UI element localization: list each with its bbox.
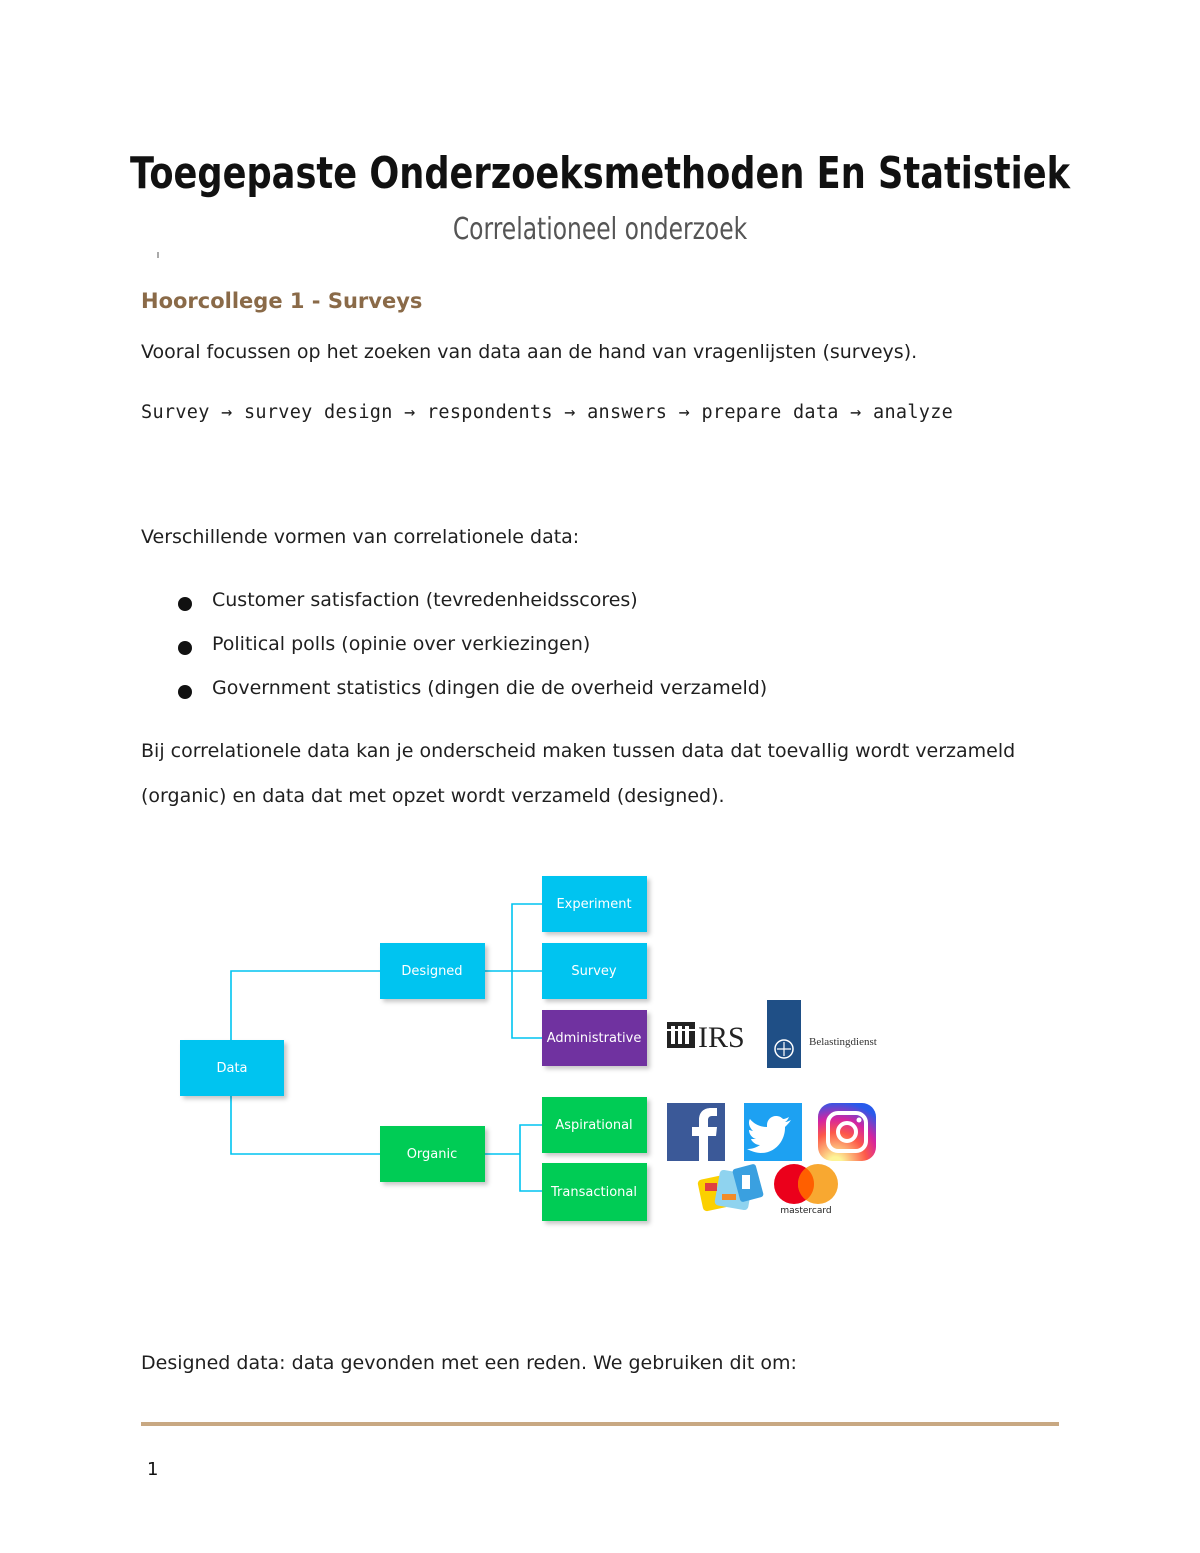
mastercard-logo bbox=[774, 1164, 838, 1216]
list-item-text: Government statistics (dingen die de overheid verzameld) bbox=[212, 677, 768, 699]
irs-logo-text: IRS bbox=[698, 1021, 745, 1054]
intro-paragraph: Vooral focussen op het zoeken van data aan de hand van vragenlijsten (surveys). bbox=[141, 341, 918, 363]
node-organic-label: Organic bbox=[406, 1147, 458, 1162]
mastercard-text: mastercard bbox=[780, 1206, 832, 1216]
node-data bbox=[180, 1040, 284, 1096]
node-transactional-label: Transactional bbox=[551, 1185, 637, 1200]
node-experiment bbox=[542, 876, 647, 932]
twitter-icon bbox=[744, 1103, 802, 1161]
distinction-paragraph-line1: Bij correlationele data kan je onderscheid maken tussen data dat toevallig wordt verzameld bbox=[141, 740, 1016, 762]
irs-logo bbox=[667, 1021, 745, 1054]
irs-eagle-icon bbox=[667, 1022, 695, 1048]
section-heading: Hoorcollege 1 - Surveys bbox=[141, 289, 423, 313]
node-data-label: Data bbox=[216, 1061, 248, 1076]
node-designed bbox=[380, 943, 485, 999]
node-administrative-label: Administrative bbox=[546, 1031, 642, 1046]
node-organic bbox=[380, 1126, 485, 1182]
connector-data-designed bbox=[231, 971, 380, 1040]
designed-data-paragraph: Designed data: data gevonden met een reden. We gebruiken dit om: bbox=[141, 1352, 797, 1374]
loyalty-cards-icon bbox=[697, 1163, 764, 1211]
node-designed-label: Designed bbox=[401, 964, 463, 979]
list-item-text: Customer satisfaction (tevredenheidsscores) bbox=[212, 589, 638, 611]
facebook-icon bbox=[667, 1103, 725, 1161]
node-survey-label: Survey bbox=[571, 964, 617, 979]
connector-organic-children bbox=[520, 1125, 542, 1191]
document-title: Toegepaste Onderzoeksmethoden En Statistiek bbox=[130, 148, 1070, 199]
distinction-paragraph-line2: (organic) en data dat met opzet wordt verzameld (designed). bbox=[141, 785, 725, 807]
page-number: 1 bbox=[147, 1459, 159, 1480]
connector-data-organic bbox=[231, 1096, 380, 1154]
belastingdienst-logo bbox=[767, 1000, 877, 1068]
node-administrative bbox=[542, 1010, 647, 1066]
list-item-text: Political polls (opinie over verkiezingen) bbox=[212, 633, 591, 655]
instagram-icon bbox=[818, 1103, 876, 1161]
node-survey bbox=[542, 943, 647, 999]
belastingdienst-text: Belastingdienst bbox=[809, 1036, 877, 1048]
node-experiment-label: Experiment bbox=[556, 897, 632, 912]
node-aspirational-label: Aspirational bbox=[555, 1118, 633, 1133]
node-transactional bbox=[542, 1163, 647, 1221]
forms-intro-paragraph: Verschillende vormen van correlationele data: bbox=[141, 526, 580, 548]
pipeline-paragraph: Survey → survey design → respondents → answers → prepare data → analyze bbox=[141, 402, 954, 423]
node-aspirational bbox=[542, 1097, 647, 1153]
document-subtitle: Correlationeel onderzoek bbox=[452, 212, 748, 247]
footer-divider bbox=[141, 1422, 1059, 1426]
